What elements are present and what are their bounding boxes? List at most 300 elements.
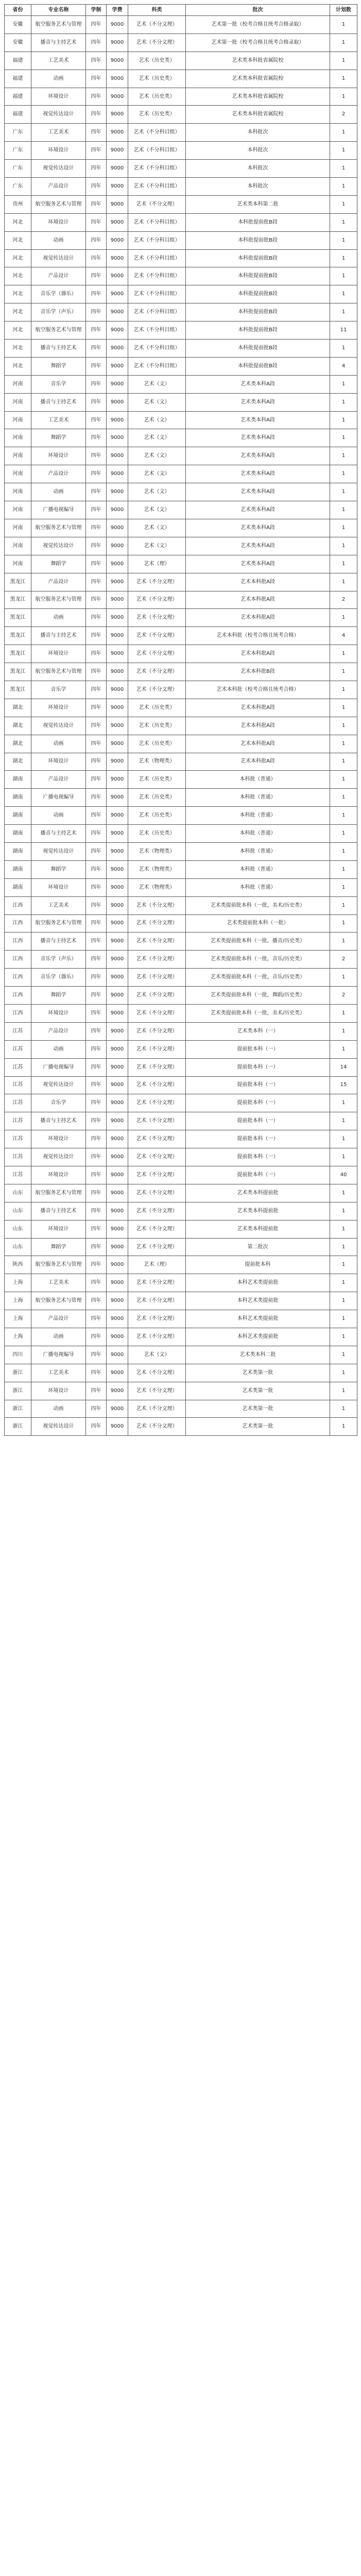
cell-plan-count: 1	[330, 699, 357, 717]
cell-major: 环境设计	[31, 1220, 86, 1238]
cell-major: 航空服务艺术与管理	[31, 1292, 86, 1310]
cell-province: 福建	[5, 70, 31, 88]
cell-tuition: 9000	[107, 842, 128, 860]
table-row	[5, 483, 357, 501]
cell-plan-count: 14	[330, 1058, 357, 1076]
table-row	[5, 1076, 357, 1094]
cell-duration: 四年	[86, 842, 107, 860]
header-plan-count: 计划数	[330, 5, 357, 16]
cell-batch: 艺术第一批（校考合格且统考合格录取）	[186, 16, 330, 34]
cell-subject-category: 艺术（不分文理）	[128, 1274, 186, 1292]
cell-tuition: 9000	[107, 1130, 128, 1148]
cell-plan-count: 1	[330, 52, 357, 70]
cell-plan-count: 1	[330, 267, 357, 285]
cell-batch: 本科批（普通）	[186, 878, 330, 896]
cell-duration: 四年	[86, 1004, 107, 1022]
cell-subject-category: 艺术（不分文理）	[128, 33, 186, 52]
cell-province: 江苏	[5, 1058, 31, 1076]
cell-tuition: 9000	[107, 285, 128, 303]
cell-tuition: 9000	[107, 825, 128, 843]
cell-tuition: 9000	[107, 555, 128, 573]
cell-duration: 四年	[86, 1220, 107, 1238]
table-row	[5, 914, 357, 933]
table-row	[5, 537, 357, 555]
cell-duration: 四年	[86, 663, 107, 681]
cell-batch: 艺术类提前批本科（一批，舞蹈/历史类）	[186, 987, 330, 1005]
header-duration: 学制	[86, 5, 107, 16]
cell-duration: 四年	[86, 969, 107, 987]
cell-plan-count: 1	[330, 411, 357, 429]
cell-major: 环境设计	[31, 1004, 86, 1022]
cell-duration: 四年	[86, 771, 107, 789]
cell-major: 环境设计	[31, 645, 86, 663]
cell-major: 产品设计	[31, 771, 86, 789]
cell-batch: 艺术类本科批省属院校	[186, 88, 330, 106]
table-row	[5, 285, 357, 303]
cell-batch: 提前批本科（一）	[186, 1130, 330, 1148]
cell-major: 动画	[31, 807, 86, 825]
cell-plan-count: 1	[330, 1184, 357, 1202]
cell-duration: 四年	[86, 195, 107, 213]
cell-batch: 艺术类提前批本科（一批，美术/历史类）	[186, 896, 330, 914]
table-row	[5, 825, 357, 843]
cell-duration: 四年	[86, 951, 107, 969]
cell-tuition: 9000	[107, 1256, 128, 1274]
cell-duration: 四年	[86, 1166, 107, 1184]
table-row	[5, 1256, 357, 1274]
cell-plan-count: 1	[330, 1382, 357, 1400]
cell-tuition: 9000	[107, 33, 128, 52]
cell-plan-count: 1	[330, 573, 357, 591]
cell-plan-count: 1	[330, 447, 357, 465]
cell-province: 浙江	[5, 1418, 31, 1436]
cell-duration: 四年	[86, 142, 107, 160]
cell-tuition: 9000	[107, 447, 128, 465]
cell-subject-category: 艺术（不分文理）	[128, 1238, 186, 1256]
cell-duration: 四年	[86, 501, 107, 519]
table-row	[5, 1328, 357, 1346]
cell-plan-count: 1	[330, 88, 357, 106]
cell-province: 湖南	[5, 878, 31, 896]
cell-province: 湖南	[5, 825, 31, 843]
cell-subject-category: 艺术（不分文理）	[128, 1166, 186, 1184]
table-row	[5, 663, 357, 681]
cell-tuition: 9000	[107, 987, 128, 1005]
header-batch: 批次	[186, 5, 330, 16]
cell-province: 江苏	[5, 1022, 31, 1040]
cell-batch: 艺术本科批A段	[186, 573, 330, 591]
cell-subject-category: 艺术（不分科目组）	[128, 124, 186, 142]
cell-major: 产品设计	[31, 1310, 86, 1328]
cell-batch: 艺术类提前批本科（一批，美术/历史类）	[186, 1004, 330, 1022]
cell-province: 广东	[5, 178, 31, 196]
cell-duration: 四年	[86, 178, 107, 196]
cell-plan-count: 1	[330, 914, 357, 933]
cell-tuition: 9000	[107, 789, 128, 807]
cell-province: 湖南	[5, 860, 31, 878]
cell-duration: 四年	[86, 627, 107, 645]
cell-province: 江苏	[5, 1130, 31, 1148]
cell-major: 音乐学（声乐）	[31, 951, 86, 969]
cell-plan-count: 1	[330, 1220, 357, 1238]
cell-batch: 提前批本科（一）	[186, 1058, 330, 1076]
cell-major: 视觉传达设计	[31, 160, 86, 178]
cell-province: 河南	[5, 501, 31, 519]
cell-subject-category: 艺术（物理类）	[128, 753, 186, 771]
table-row	[5, 717, 357, 735]
cell-tuition: 9000	[107, 321, 128, 340]
cell-batch: 本科批次	[186, 124, 330, 142]
table-row	[5, 411, 357, 429]
cell-province: 湖北	[5, 699, 31, 717]
cell-batch: 艺术类本科A段	[186, 465, 330, 483]
cell-province: 江西	[5, 951, 31, 969]
cell-plan-count: 1	[330, 735, 357, 753]
cell-subject-category: 艺术（文）	[128, 447, 186, 465]
cell-subject-category: 艺术（不分文理）	[128, 1310, 186, 1328]
cell-major: 播音与主持艺术	[31, 627, 86, 645]
cell-major: 环境设计	[31, 753, 86, 771]
cell-major: 环境设计	[31, 1130, 86, 1148]
cell-tuition: 9000	[107, 411, 128, 429]
cell-subject-category: 艺术（文）	[128, 501, 186, 519]
table-row	[5, 501, 357, 519]
cell-batch: 本科批提前批B段	[186, 321, 330, 340]
cell-duration: 四年	[86, 340, 107, 358]
cell-plan-count: 1	[330, 519, 357, 537]
cell-subject-category: 艺术（不分科目组）	[128, 321, 186, 340]
cell-batch: 本科批（普通）	[186, 860, 330, 878]
cell-major: 环境设计	[31, 142, 86, 160]
cell-plan-count: 1	[330, 771, 357, 789]
cell-duration: 四年	[86, 1112, 107, 1130]
table-row	[5, 1310, 357, 1328]
cell-province: 山东	[5, 1238, 31, 1256]
cell-province: 河南	[5, 375, 31, 393]
cell-major: 播音与主持艺术	[31, 1112, 86, 1130]
table-row	[5, 1022, 357, 1040]
cell-subject-category: 艺术（历史类）	[128, 106, 186, 124]
cell-tuition: 9000	[107, 429, 128, 447]
cell-batch: 艺术本科批A段	[186, 591, 330, 609]
cell-tuition: 9000	[107, 195, 128, 213]
cell-tuition: 9000	[107, 609, 128, 627]
cell-subject-category: 艺术（不分科目组）	[128, 267, 186, 285]
table-row	[5, 681, 357, 699]
cell-subject-category: 艺术（不分文理）	[128, 16, 186, 34]
table-row	[5, 933, 357, 951]
cell-tuition: 9000	[107, 1058, 128, 1076]
cell-batch: 本科艺术类提前批	[186, 1310, 330, 1328]
cell-plan-count: 1	[330, 160, 357, 178]
table-row	[5, 88, 357, 106]
cell-batch: 艺术类本科A段	[186, 393, 330, 411]
cell-tuition: 9000	[107, 537, 128, 555]
cell-plan-count: 1	[330, 393, 357, 411]
cell-tuition: 9000	[107, 717, 128, 735]
table-row	[5, 1418, 357, 1436]
table-row	[5, 267, 357, 285]
cell-tuition: 9000	[107, 1364, 128, 1382]
cell-major: 环境设计	[31, 213, 86, 231]
cell-duration: 四年	[86, 878, 107, 896]
cell-province: 湖南	[5, 771, 31, 789]
cell-subject-category: 艺术（不分科目组）	[128, 213, 186, 231]
cell-major: 航空服务艺术与管理	[31, 591, 86, 609]
table-row	[5, 878, 357, 896]
cell-major: 动画	[31, 483, 86, 501]
cell-province: 江西	[5, 896, 31, 914]
table-row	[5, 1004, 357, 1022]
table-row	[5, 303, 357, 321]
table-row	[5, 33, 357, 52]
cell-duration: 四年	[86, 357, 107, 375]
cell-batch: 艺术类本科提前批	[186, 1184, 330, 1202]
cell-batch: 艺术本科批A段	[186, 753, 330, 771]
cell-batch: 提前批本科	[186, 1256, 330, 1274]
table-row	[5, 842, 357, 860]
cell-province: 山东	[5, 1202, 31, 1220]
cell-province: 福建	[5, 52, 31, 70]
table-row	[5, 340, 357, 358]
cell-batch: 本科艺术类提前批	[186, 1292, 330, 1310]
cell-major: 广播电视编导	[31, 501, 86, 519]
cell-batch: 艺术类本科A段	[186, 375, 330, 393]
cell-province: 河南	[5, 411, 31, 429]
cell-plan-count: 1	[330, 1346, 357, 1364]
cell-duration: 四年	[86, 807, 107, 825]
cell-tuition: 9000	[107, 124, 128, 142]
cell-tuition: 9000	[107, 573, 128, 591]
cell-province: 河南	[5, 447, 31, 465]
cell-batch: 本科批（普通）	[186, 771, 330, 789]
cell-province: 广东	[5, 160, 31, 178]
table-row	[5, 178, 357, 196]
cell-tuition: 9000	[107, 771, 128, 789]
cell-subject-category: 艺术（不分文理）	[128, 1184, 186, 1202]
table-row	[5, 375, 357, 393]
cell-major: 航空服务艺术与管理	[31, 195, 86, 213]
header-major: 专业名称	[31, 5, 86, 16]
cell-duration: 四年	[86, 1076, 107, 1094]
cell-duration: 四年	[86, 1346, 107, 1364]
cell-batch: 艺术第一批（校考合格且统考合格录取）	[186, 33, 330, 52]
cell-subject-category: 艺术（不分文理）	[128, 645, 186, 663]
cell-province: 山东	[5, 1220, 31, 1238]
cell-major: 动画	[31, 1400, 86, 1418]
cell-subject-category: 艺术（物理类）	[128, 860, 186, 878]
cell-tuition: 9000	[107, 1220, 128, 1238]
cell-plan-count: 1	[330, 501, 357, 519]
cell-major: 产品设计	[31, 573, 86, 591]
table-row	[5, 789, 357, 807]
cell-major: 播音与主持艺术	[31, 340, 86, 358]
cell-province: 黑龙江	[5, 573, 31, 591]
cell-major: 工艺美术	[31, 124, 86, 142]
cell-plan-count: 1	[330, 878, 357, 896]
cell-duration: 四年	[86, 573, 107, 591]
cell-duration: 四年	[86, 1238, 107, 1256]
cell-batch: 艺术类本科A段	[186, 411, 330, 429]
cell-plan-count: 1	[330, 1040, 357, 1058]
cell-subject-category: 艺术（不分科目组）	[128, 340, 186, 358]
cell-plan-count: 1	[330, 1112, 357, 1130]
table-row	[5, 645, 357, 663]
cell-plan-count: 1	[330, 465, 357, 483]
cell-plan-count: 1	[330, 896, 357, 914]
cell-plan-count: 1	[330, 213, 357, 231]
cell-duration: 四年	[86, 933, 107, 951]
cell-duration: 四年	[86, 1184, 107, 1202]
table-row	[5, 1202, 357, 1220]
cell-subject-category: 艺术（不分文理）	[128, 933, 186, 951]
cell-tuition: 9000	[107, 106, 128, 124]
cell-tuition: 9000	[107, 231, 128, 249]
table-row	[5, 627, 357, 645]
cell-plan-count: 1	[330, 681, 357, 699]
cell-batch: 提前批本科（一）	[186, 1166, 330, 1184]
cell-batch: 本科批（普通）	[186, 807, 330, 825]
cell-plan-count: 2	[330, 106, 357, 124]
cell-duration: 四年	[86, 825, 107, 843]
cell-province: 河北	[5, 213, 31, 231]
cell-plan-count: 1	[330, 178, 357, 196]
cell-tuition: 9000	[107, 357, 128, 375]
cell-duration: 四年	[86, 321, 107, 340]
cell-tuition: 9000	[107, 501, 128, 519]
cell-major: 播音与主持艺术	[31, 393, 86, 411]
cell-plan-count: 1	[330, 1292, 357, 1310]
table-header	[5, 5, 357, 16]
cell-duration: 四年	[86, 1130, 107, 1148]
table-body	[5, 16, 357, 1436]
cell-tuition: 9000	[107, 340, 128, 358]
cell-tuition: 9000	[107, 627, 128, 645]
cell-batch: 本科批提前批B段	[186, 285, 330, 303]
table-row	[5, 969, 357, 987]
cell-duration: 四年	[86, 537, 107, 555]
cell-batch: 艺术类本科批省属院校	[186, 52, 330, 70]
cell-subject-category: 艺术（文）	[128, 519, 186, 537]
cell-plan-count: 1	[330, 717, 357, 735]
table-row	[5, 609, 357, 627]
table-row	[5, 807, 357, 825]
cell-major: 播音与主持艺术	[31, 933, 86, 951]
cell-batch: 艺术类本科提前批	[186, 1202, 330, 1220]
cell-major: 产品设计	[31, 1022, 86, 1040]
cell-tuition: 9000	[107, 878, 128, 896]
cell-major: 播音与主持艺术	[31, 825, 86, 843]
table-row	[5, 1292, 357, 1310]
cell-plan-count: 1	[330, 1256, 357, 1274]
cell-plan-count: 1	[330, 1238, 357, 1256]
cell-tuition: 9000	[107, 393, 128, 411]
cell-duration: 四年	[86, 1328, 107, 1346]
table-row	[5, 1238, 357, 1256]
cell-duration: 四年	[86, 555, 107, 573]
cell-duration: 四年	[86, 267, 107, 285]
cell-major: 舞蹈学	[31, 860, 86, 878]
cell-province: 陕西	[5, 1256, 31, 1274]
cell-duration: 四年	[86, 1382, 107, 1400]
cell-plan-count: 1	[330, 825, 357, 843]
cell-batch: 本科批（普通）	[186, 789, 330, 807]
cell-plan-count: 1	[330, 33, 357, 52]
cell-batch: 本科批提前批B段	[186, 340, 330, 358]
table-row	[5, 896, 357, 914]
cell-tuition: 9000	[107, 519, 128, 537]
table-row	[5, 1382, 357, 1400]
cell-tuition: 9000	[107, 1094, 128, 1112]
cell-province: 福建	[5, 88, 31, 106]
cell-tuition: 9000	[107, 1328, 128, 1346]
cell-major: 视觉传达设计	[31, 1418, 86, 1436]
cell-duration: 四年	[86, 1418, 107, 1436]
cell-province: 福建	[5, 106, 31, 124]
cell-subject-category: 艺术（历史类）	[128, 88, 186, 106]
cell-subject-category: 艺术（物理类）	[128, 878, 186, 896]
cell-subject-category: 艺术（不分科目组）	[128, 142, 186, 160]
table-row	[5, 393, 357, 411]
cell-plan-count: 1	[330, 807, 357, 825]
cell-plan-count: 1	[330, 303, 357, 321]
cell-batch: 艺术本科批B段	[186, 663, 330, 681]
cell-province: 安徽	[5, 33, 31, 52]
cell-duration: 四年	[86, 699, 107, 717]
table-row	[5, 70, 357, 88]
table-row	[5, 1184, 357, 1202]
table-row	[5, 860, 357, 878]
cell-subject-category: 艺术（不分文理）	[128, 1040, 186, 1058]
cell-major: 工艺美术	[31, 411, 86, 429]
cell-duration: 四年	[86, 88, 107, 106]
cell-subject-category: 艺术（不分科目组）	[128, 249, 186, 267]
cell-major: 航空服务艺术与管理	[31, 1256, 86, 1274]
cell-subject-category: 艺术（不分文理）	[128, 1202, 186, 1220]
cell-subject-category: 艺术（不分文理）	[128, 896, 186, 914]
table-row	[5, 1148, 357, 1166]
cell-batch: 本科批提前批B段	[186, 267, 330, 285]
cell-major: 舞蹈学	[31, 1238, 86, 1256]
cell-plan-count: 1	[330, 933, 357, 951]
cell-major: 舞蹈学	[31, 357, 86, 375]
cell-province: 湖南	[5, 789, 31, 807]
cell-major: 动画	[31, 609, 86, 627]
cell-tuition: 9000	[107, 1400, 128, 1418]
cell-duration: 四年	[86, 447, 107, 465]
cell-duration: 四年	[86, 33, 107, 52]
cell-duration: 四年	[86, 1364, 107, 1382]
cell-province: 河北	[5, 357, 31, 375]
cell-major: 工艺美术	[31, 1274, 86, 1292]
cell-tuition: 9000	[107, 52, 128, 70]
cell-duration: 四年	[86, 896, 107, 914]
cell-province: 江苏	[5, 1166, 31, 1184]
cell-batch: 艺术类本科批省属院校	[186, 106, 330, 124]
cell-province: 湖北	[5, 735, 31, 753]
header-province: 省份	[5, 5, 31, 16]
cell-tuition: 9000	[107, 483, 128, 501]
cell-batch: 提前批本科（一）	[186, 1112, 330, 1130]
table-row	[5, 16, 357, 34]
cell-duration: 四年	[86, 249, 107, 267]
cell-tuition: 9000	[107, 1382, 128, 1400]
cell-province: 浙江	[5, 1382, 31, 1400]
cell-major: 视觉传达设计	[31, 249, 86, 267]
cell-tuition: 9000	[107, 160, 128, 178]
cell-major: 舞蹈学	[31, 429, 86, 447]
admission-plan-sheet	[4, 4, 357, 1436]
